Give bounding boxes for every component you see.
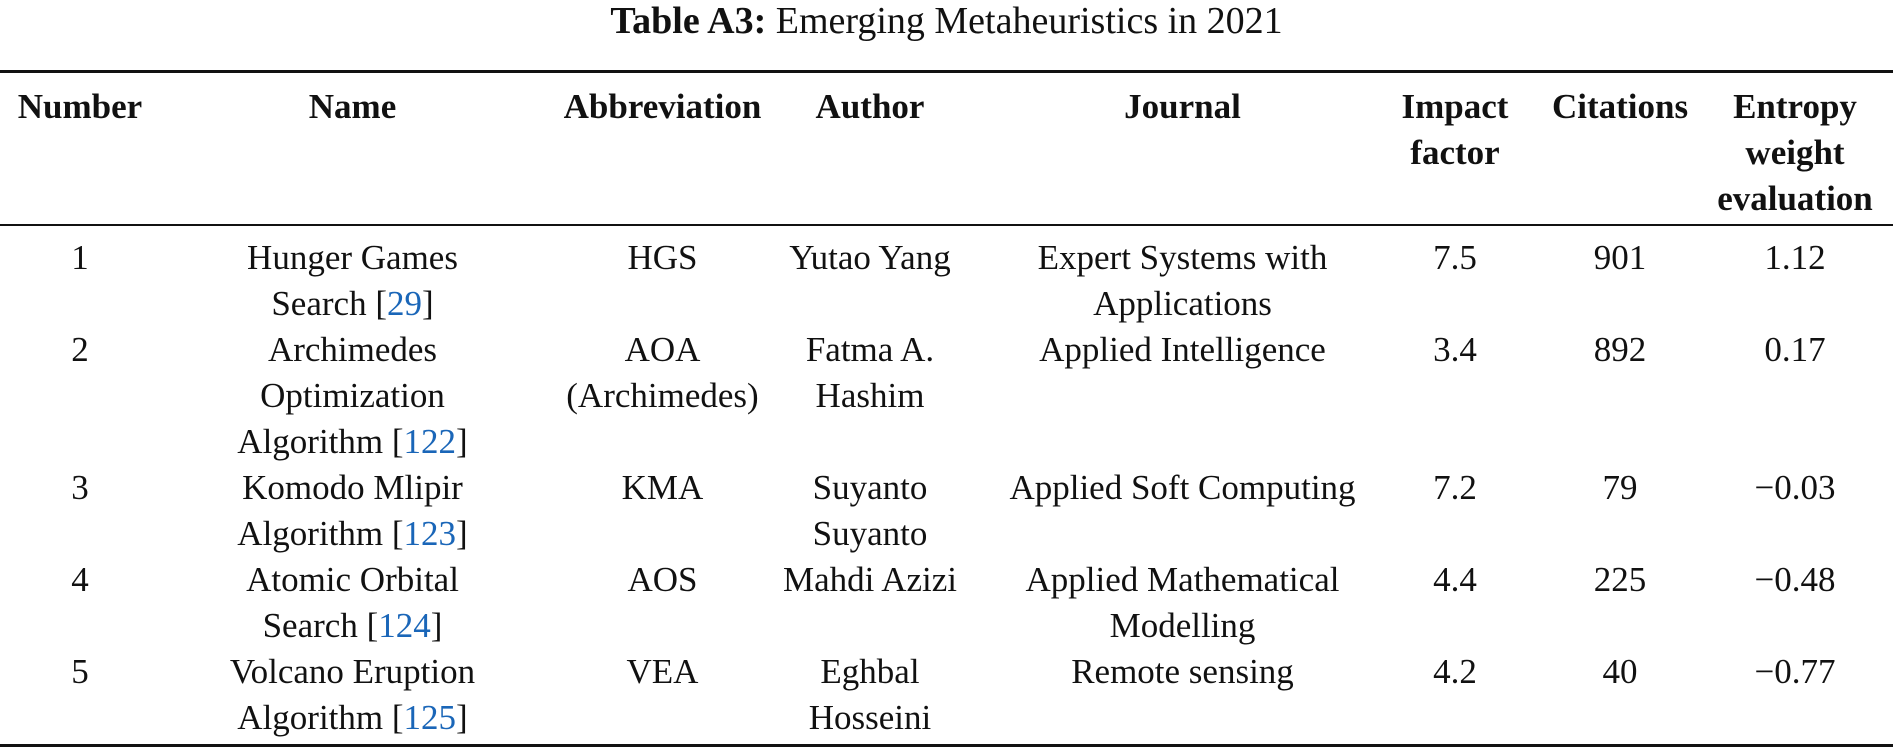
cell-number: 3 — [71, 468, 89, 507]
cell-citations: 225 — [1593, 560, 1647, 599]
cell-abbreviation: KMA — [621, 468, 704, 507]
header-rule — [0, 224, 1893, 226]
header-citations: Citations — [1551, 87, 1689, 126]
cell-number: 1 — [71, 238, 89, 277]
reference-link[interactable]: 124 — [378, 606, 431, 645]
cell-impact-factor: 7.2 — [1433, 468, 1477, 507]
table-caption — [0, 0, 1893, 42]
cell-entropy: −0.77 — [1754, 652, 1836, 691]
cell-entropy: 1.12 — [1764, 238, 1826, 277]
cell-impact-factor: 3.4 — [1433, 330, 1477, 369]
cell-author: Mahdi Azizi — [783, 560, 957, 599]
bottom-rule — [0, 744, 1893, 747]
header-abbreviation: Abbreviation — [563, 87, 762, 126]
reference-link[interactable]: 123 — [403, 514, 457, 553]
name-text: Volcano Eruption Algorithm — [229, 652, 476, 737]
cell-impact-factor: 4.4 — [1433, 560, 1477, 599]
cell-entropy: −0.03 — [1754, 468, 1836, 507]
cell-author: Suyanto Suyanto — [812, 468, 928, 553]
cell-author: Fatma A. Hashim — [805, 330, 935, 415]
header-name: Name — [308, 87, 397, 126]
cell-abbreviation: AOS — [627, 560, 698, 599]
reference-link[interactable]: 122 — [403, 422, 457, 461]
cell-name: Hunger Games Search [29] — [247, 238, 458, 323]
cell-impact-factor: 7.5 — [1433, 238, 1477, 277]
top-rule — [0, 70, 1893, 73]
cell-abbreviation: AOA (Archimedes) — [566, 330, 759, 415]
reference-link[interactable]: 125 — [403, 698, 457, 737]
cell-author: Yutao Yang — [789, 238, 951, 277]
cell-number: 2 — [71, 330, 89, 369]
caption-label: Table A3: — [610, 0, 767, 42]
cell-number: 5 — [71, 652, 89, 691]
cell-journal: Applied Intelligence — [1039, 330, 1326, 369]
cell-citations: 892 — [1593, 330, 1647, 369]
cell-journal: Remote sensing — [1071, 652, 1294, 691]
cell-journal: Expert Systems with Applications — [1037, 238, 1328, 323]
header-entropy: Entropy weight evaluation — [1717, 87, 1873, 218]
cell-journal: Applied Mathematical Modelling — [1025, 560, 1340, 645]
header-journal: Journal — [1124, 87, 1241, 126]
cell-name: Archimedes Optimization Algorithm [122] — [237, 330, 468, 461]
cell-citations: 40 — [1602, 652, 1638, 691]
name-text: Komodo Mlipir Algorithm — [237, 468, 463, 553]
cell-entropy: 0.17 — [1764, 330, 1826, 369]
cell-author: Eghbal Hosseini — [808, 652, 932, 737]
cell-citations: 79 — [1602, 468, 1638, 507]
reference-link[interactable]: 29 — [386, 284, 422, 323]
cell-entropy: −0.48 — [1754, 560, 1836, 599]
cell-citations: 901 — [1593, 238, 1647, 277]
caption-text: Emerging Metaheuristics in 2021 — [766, 0, 1283, 42]
cell-name: Komodo Mlipir Algorithm [123] — [237, 468, 468, 553]
cell-number: 4 — [71, 560, 89, 599]
name-text: Hunger Games Search — [247, 238, 458, 323]
cell-journal: Applied Soft Computing — [1009, 468, 1356, 507]
header-author: Author — [815, 87, 925, 126]
name-text: Archimedes Optimization Algorithm — [237, 330, 445, 461]
header-number: Number — [17, 87, 143, 126]
cell-impact-factor: 4.2 — [1433, 652, 1477, 691]
header-impact-factor: Impact factor — [1401, 87, 1509, 172]
cell-name: Volcano Eruption Algorithm [125] — [229, 652, 476, 737]
cell-abbreviation: VEA — [626, 652, 699, 691]
name-text: Atomic Orbital Search — [246, 560, 459, 645]
cell-abbreviation: HGS — [627, 238, 698, 277]
cell-name: Atomic Orbital Search [124] — [246, 560, 459, 645]
